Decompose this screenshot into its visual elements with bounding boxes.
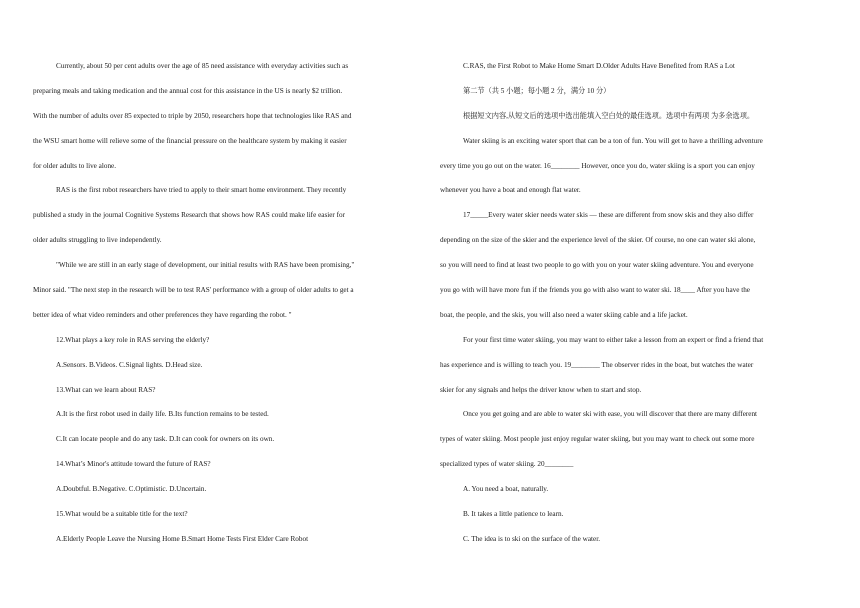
right-text-line: 17_____Every water skier needs water skis — these are different from snow skis and they also differ — [463, 211, 754, 220]
left-column — [33, 54, 388, 552]
right-text-line: boat, the people, and the skis, you will also need a water skiing cable and a life jacket. — [440, 310, 688, 319]
right-text-line: types of water skiing. Most people just enjoy regular water skiing, but you may want to check out some more — [440, 435, 755, 444]
right-text-line: 第二节（共 5 小题；每小题 2 分，满分 10 分） — [463, 86, 611, 95]
right-text-line: whenever you have a boat and enough flat water. — [440, 186, 581, 195]
right-text-line: C.RAS, the First Robot to Make Home Smart D.Older Adults Have Benefited from RAS a Lot — [463, 62, 735, 70]
left-text-line: older adults struggling to live independently. — [33, 236, 162, 245]
right-text-line: has experience and is willing to teach you. 19________ The observer rides in the boat, but watches the water — [440, 360, 754, 369]
left-text-line: C.It can locate people and do any task. D.It can cook for owners on its own. — [56, 435, 275, 444]
right-text-line: 根据短文内容,从短文后的选项中选出能填入空白处的最佳选项。选项中有两项 为多余选项。 — [463, 111, 755, 120]
right-column — [440, 54, 810, 552]
left-text-line: RAS is the first robot researchers have tried to apply to their smart home environment. They recently — [56, 186, 347, 195]
left-text-line: With the number of adults over 85 expected to triple by 2050, researchers hope that technologies like RAS and — [33, 111, 352, 120]
right-text-line: A. You need a boat, naturally. — [463, 485, 549, 494]
left-text-line: 12.What plays a key role in RAS serving the elderly? — [56, 335, 210, 344]
right-text-line: skier for any signals and helps the driver know when to start and stop. — [440, 385, 642, 394]
right-text-line: every time you go out on the water. 16________ However, once you do, water skiing is a sport you can enjoy — [440, 161, 755, 170]
right-text-line: specialized types of water skiing. 20________ — [440, 460, 574, 469]
left-text-line: for older adults to live alone. — [33, 161, 117, 170]
right-text-line: Water skiing is an exciting water sport that can be a ton of fun. You will get to have a thrilling adventure — [463, 136, 763, 145]
right-text-line: C. The idea is to ski on the surface of the water. — [463, 534, 600, 543]
left-text-line: A.Elderly People Leave the Nursing Home B.Smart Home Tests First Elder Care Robot — [56, 534, 309, 543]
left-text-line: published a study in the journal Cognitive Systems Research that shows how RAS could make life easier for — [33, 211, 346, 220]
left-text-line: Currently, about 50 per cent adults over the age of 85 need assistance with everyday activities such as — [56, 62, 349, 70]
left-text-line: 13.What can we learn about RAS? — [56, 385, 156, 394]
left-text-line: the WSU smart home will relieve some of the financial pressure on the healthcare system by making it easier — [33, 136, 347, 145]
left-text-line: A.Doubtful. B.Negative. C.Optimistic. D.Uncertain. — [56, 485, 207, 494]
right-text-line: For your first time water skiing, you may want to either take a lesson from an expert or find a friend that — [463, 335, 764, 344]
right-text-line: you go with will have more fun if the friends you go with also want to water ski. 18____ After you have the — [440, 286, 750, 295]
left-text-line: Minor said. "The next step in the research will be to test RAS' performance with a group of older adults to get a — [33, 286, 354, 295]
left-text-line: A.It is the first robot used in daily life. B.Its function remains to be tested. — [56, 410, 269, 419]
left-text-line: better idea of what video reminders and other preferences they have regarding the robot. " — [33, 310, 292, 319]
right-text-line: Once you get going and are able to water ski with ease, you will discover that there are many different — [463, 410, 758, 419]
left-text-line: A.Sensors. B.Videos. C.Signal lights. D.Head size. — [56, 360, 203, 369]
left-text-line: 14.What’s Minor's attitude toward the future of RAS? — [56, 460, 211, 469]
right-text-line: so you will need to find at least two people to go with you on your water skiing adventure. You and everyone — [440, 261, 754, 270]
left-text-line: 15.What would be a suitable title for the text? — [56, 510, 188, 519]
right-text-line: depending on the size of the skier and the experience level of the skier. Of course, no one can water ski alone, — [440, 236, 756, 245]
right-text-line: B. It takes a little patience to learn. — [463, 510, 564, 519]
left-text-line: "While we are still in an early stage of development, our initial results with RAS have been promising," — [56, 261, 355, 270]
left-text-line: preparing meals and taking medication and the annual cost for this assistance in the US is nearly $2 trillion. — [33, 86, 343, 95]
